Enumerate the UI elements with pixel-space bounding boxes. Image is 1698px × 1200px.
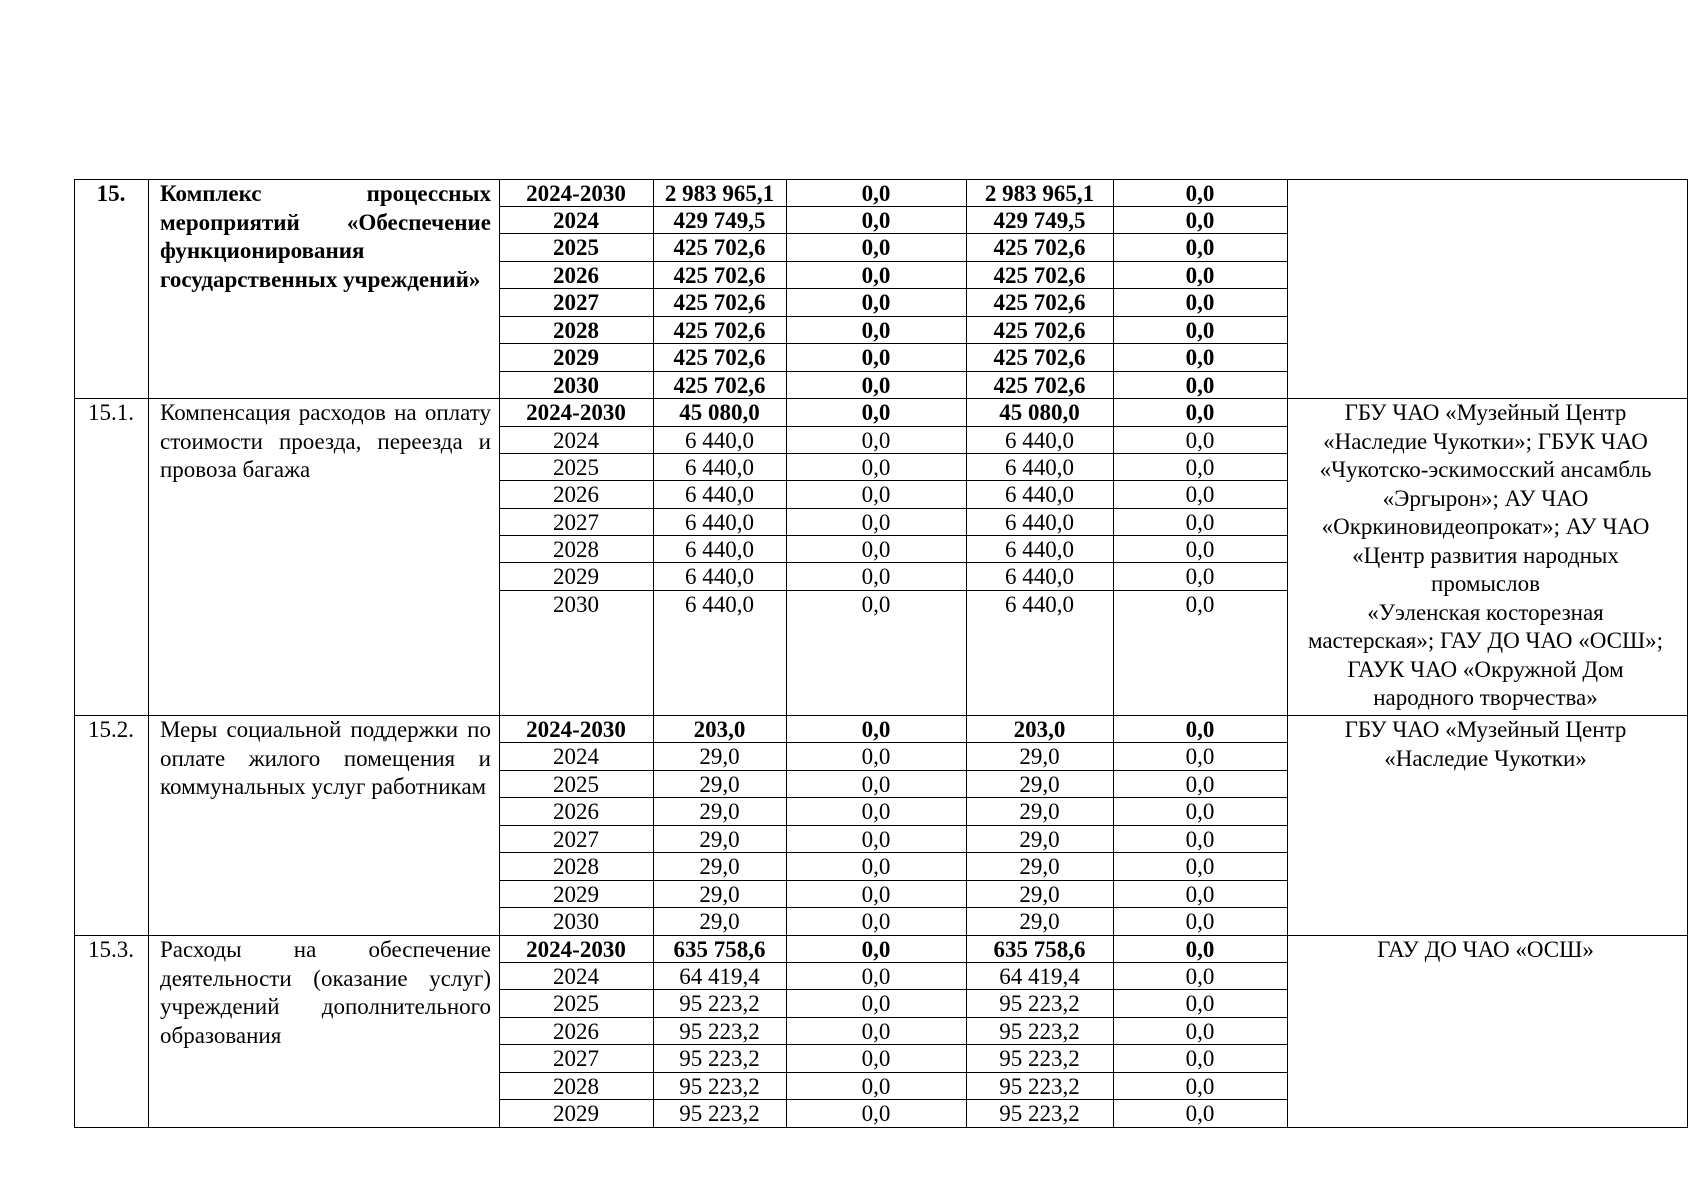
section-number: 15.3. <box>88 937 134 962</box>
cell-other: 0,0 <box>1185 882 1215 907</box>
cell-other: 0,0 <box>1185 235 1215 260</box>
table-bottom-border <box>74 1127 1688 1128</box>
cell-other: 0,0 <box>1185 290 1215 315</box>
cell-period: 2024-2030 <box>526 717 626 742</box>
cell-total: 6 440,0 <box>685 510 754 535</box>
cell-total: 6 440,0 <box>685 537 754 562</box>
cell-total: 6 440,0 <box>685 428 754 453</box>
cell-federal: 0,0 <box>861 455 891 480</box>
cell-other: 0,0 <box>1185 373 1215 398</box>
column-border <box>148 179 149 1127</box>
cell-regional: 635 758,6 <box>993 937 1086 962</box>
cell-federal: 0,0 <box>861 717 891 742</box>
cell-period: 2025 <box>553 991 599 1016</box>
cell-other: 0,0 <box>1185 937 1215 962</box>
cell-period: 2029 <box>553 345 599 370</box>
executor-line: «Наследие Чукотки»; ГБУК ЧАО <box>1323 428 1648 454</box>
cell-other: 0,0 <box>1185 318 1215 343</box>
executor-line: промыслов <box>1431 571 1540 596</box>
cell-period: 2024 <box>553 744 599 769</box>
cell-total: 635 758,6 <box>673 937 766 962</box>
cell-period: 2029 <box>553 882 599 907</box>
cell-period: 2028 <box>553 537 599 562</box>
cell-regional: 6 440,0 <box>1005 482 1074 507</box>
cell-other: 0,0 <box>1185 1074 1215 1099</box>
cell-total: 64 419,4 <box>679 964 760 989</box>
cell-total: 2 983 965,1 <box>664 181 775 206</box>
executor-line: «Эргырон»; АУ ЧАО <box>1382 485 1589 511</box>
cell-regional: 6 440,0 <box>1005 455 1074 480</box>
cell-federal: 0,0 <box>861 1019 891 1044</box>
cell-regional: 429 749,5 <box>993 208 1086 233</box>
cell-federal: 0,0 <box>861 400 891 425</box>
executor-line: «Окркиновидеопрокат»; АУ ЧАО <box>1321 514 1650 539</box>
cell-regional: 6 440,0 <box>1005 592 1074 617</box>
cell-federal: 0,0 <box>861 937 891 962</box>
cell-regional: 425 702,6 <box>993 373 1086 398</box>
cell-total: 429 749,5 <box>673 208 766 233</box>
cell-federal: 0,0 <box>861 964 891 989</box>
cell-total: 29,0 <box>699 909 740 934</box>
cell-other: 0,0 <box>1185 400 1215 425</box>
executor-line: ГБУ ЧАО «Музейный Центр <box>1344 717 1627 742</box>
cell-total: 425 702,6 <box>673 290 766 315</box>
cell-federal: 0,0 <box>861 373 891 398</box>
cell-federal: 0,0 <box>861 537 891 562</box>
cell-total: 29,0 <box>699 744 740 769</box>
cell-federal: 0,0 <box>861 991 891 1016</box>
cell-total: 29,0 <box>699 854 740 879</box>
executor-line: ГБУ ЧАО «Музейный Центр <box>1344 400 1627 425</box>
cell-period: 2030 <box>553 909 599 934</box>
cell-period: 2028 <box>553 854 599 879</box>
cell-federal: 0,0 <box>861 799 891 824</box>
cell-period: 2030 <box>553 592 599 617</box>
cell-period: 2029 <box>553 564 599 589</box>
cell-other: 0,0 <box>1185 799 1215 824</box>
cell-federal: 0,0 <box>861 592 891 617</box>
cell-total: 425 702,6 <box>673 263 766 288</box>
cell-regional: 6 440,0 <box>1005 510 1074 535</box>
cell-regional: 95 223,2 <box>999 1046 1080 1071</box>
cell-period: 2024-2030 <box>526 400 626 425</box>
cell-total: 6 440,0 <box>685 455 754 480</box>
cell-other: 0,0 <box>1185 482 1215 507</box>
cell-total: 95 223,2 <box>679 1046 760 1071</box>
cell-federal: 0,0 <box>861 510 891 535</box>
cell-federal: 0,0 <box>861 1074 891 1099</box>
cell-period: 2026 <box>553 263 599 288</box>
cell-federal: 0,0 <box>861 345 891 370</box>
cell-period: 2030 <box>553 373 599 398</box>
cell-period: 2024 <box>553 964 599 989</box>
cell-period: 2028 <box>553 1074 599 1099</box>
cell-regional: 425 702,6 <box>993 318 1086 343</box>
cell-period: 2024 <box>553 208 599 233</box>
cell-other: 0,0 <box>1185 991 1215 1016</box>
cell-other: 0,0 <box>1185 428 1215 453</box>
cell-regional: 64 419,4 <box>999 964 1080 989</box>
cell-other: 0,0 <box>1185 537 1215 562</box>
executor-line: ГАУ ДО ЧАО «ОСШ» <box>1377 937 1594 962</box>
executor-line: «Центр развития народных <box>1352 542 1619 568</box>
cell-regional: 29,0 <box>1019 744 1060 769</box>
executor-line: мастерская»; ГАУ ДО ЧАО «ОСШ»; <box>1307 628 1664 653</box>
cell-federal: 0,0 <box>861 564 891 589</box>
cell-federal: 0,0 <box>861 744 891 769</box>
cell-period: 2027 <box>553 290 599 315</box>
cell-regional: 425 702,6 <box>993 345 1086 370</box>
cell-regional: 2 983 965,1 <box>984 181 1095 206</box>
cell-period: 2026 <box>553 1019 599 1044</box>
executor-cell <box>1283 936 1688 965</box>
cell-total: 29,0 <box>699 799 740 824</box>
cell-period: 2025 <box>553 235 599 260</box>
cell-regional: 203,0 <box>1013 717 1066 742</box>
cell-period: 2029 <box>553 1101 599 1126</box>
executor-line: «Наследие Чукотки» <box>1384 745 1587 771</box>
cell-regional: 425 702,6 <box>993 290 1086 315</box>
cell-total: 95 223,2 <box>679 1019 760 1044</box>
cell-other: 0,0 <box>1185 854 1215 879</box>
section-number: 15. <box>96 181 126 206</box>
cell-total: 45 080,0 <box>679 400 760 425</box>
section-title: Расходы на обеспечение деятельности (оказание услуг) учреждений дополнительного образования <box>160 937 491 1048</box>
cell-other: 0,0 <box>1185 263 1215 288</box>
cell-other: 0,0 <box>1185 592 1215 617</box>
section-title: Компенсация расходов на оплату стоимости проезда, переезда и провоза багажа <box>160 400 491 482</box>
cell-period: 2024 <box>553 428 599 453</box>
cell-regional: 95 223,2 <box>999 991 1080 1016</box>
section-title: Комплекс процессных мероприятий «Обеспечение функционирования государственных учреждений» <box>160 181 491 292</box>
cell-regional: 95 223,2 <box>999 1074 1080 1099</box>
cell-total: 425 702,6 <box>673 235 766 260</box>
cell-total: 95 223,2 <box>679 1101 760 1126</box>
cell-federal: 0,0 <box>861 827 891 852</box>
cell-total: 6 440,0 <box>685 482 754 507</box>
cell-federal: 0,0 <box>861 208 891 233</box>
cell-regional: 95 223,2 <box>999 1019 1080 1044</box>
cell-regional: 95 223,2 <box>999 1101 1080 1126</box>
cell-other: 0,0 <box>1185 717 1215 742</box>
executor-line: «Уэленская косторезная <box>1367 599 1604 625</box>
cell-period: 2024-2030 <box>526 937 626 962</box>
section-number: 15.2. <box>88 717 134 742</box>
cell-regional: 29,0 <box>1019 799 1060 824</box>
cell-regional: 6 440,0 <box>1005 564 1074 589</box>
cell-federal: 0,0 <box>861 318 891 343</box>
executor-line: «Чукотско-эскимосский ансамбль <box>1319 457 1652 482</box>
cell-period: 2025 <box>553 455 599 480</box>
cell-period: 2027 <box>553 510 599 535</box>
cell-other: 0,0 <box>1185 208 1215 233</box>
cell-federal: 0,0 <box>861 181 891 206</box>
cell-federal: 0,0 <box>861 882 891 907</box>
cell-other: 0,0 <box>1185 772 1215 797</box>
cell-federal: 0,0 <box>861 235 891 260</box>
cell-total: 425 702,6 <box>673 318 766 343</box>
cell-regional: 6 440,0 <box>1005 537 1074 562</box>
executor-line: ГАУК ЧАО «Окружной Дом <box>1347 656 1624 682</box>
cell-regional: 425 702,6 <box>993 235 1086 260</box>
cell-other: 0,0 <box>1185 1101 1215 1126</box>
cell-other: 0,0 <box>1185 1019 1215 1044</box>
cell-period: 2024-2030 <box>526 181 626 206</box>
cell-federal: 0,0 <box>861 854 891 879</box>
cell-federal: 0,0 <box>861 482 891 507</box>
cell-federal: 0,0 <box>861 909 891 934</box>
executor-line: народного творчества» <box>1373 685 1598 710</box>
cell-regional: 425 702,6 <box>993 263 1086 288</box>
cell-other: 0,0 <box>1185 181 1215 206</box>
cell-federal: 0,0 <box>861 1101 891 1126</box>
cell-total: 29,0 <box>699 772 740 797</box>
cell-total: 6 440,0 <box>685 564 754 589</box>
cell-regional: 29,0 <box>1019 854 1060 879</box>
cell-federal: 0,0 <box>861 772 891 797</box>
cell-total: 6 440,0 <box>685 592 754 617</box>
cell-other: 0,0 <box>1185 345 1215 370</box>
cell-regional: 29,0 <box>1019 909 1060 934</box>
cell-other: 0,0 <box>1185 827 1215 852</box>
cell-federal: 0,0 <box>861 428 891 453</box>
cell-other: 0,0 <box>1185 964 1215 989</box>
cell-other: 0,0 <box>1185 564 1215 589</box>
cell-total: 203,0 <box>693 717 746 742</box>
cell-total: 95 223,2 <box>679 1074 760 1099</box>
cell-period: 2028 <box>553 318 599 343</box>
cell-federal: 0,0 <box>861 263 891 288</box>
cell-total: 95 223,2 <box>679 991 760 1016</box>
cell-period: 2027 <box>553 1046 599 1071</box>
cell-other: 0,0 <box>1185 744 1215 769</box>
cell-regional: 45 080,0 <box>999 400 1080 425</box>
cell-regional: 6 440,0 <box>1005 428 1074 453</box>
section-number: 15.1. <box>88 400 134 425</box>
cell-period: 2025 <box>553 772 599 797</box>
cell-total: 29,0 <box>699 882 740 907</box>
section-title: Меры социальной поддержки по оплате жилого помещения и коммунальных услуг работникам <box>160 717 491 799</box>
cell-other: 0,0 <box>1185 1046 1215 1071</box>
cell-total: 425 702,6 <box>673 345 766 370</box>
cell-other: 0,0 <box>1185 455 1215 480</box>
cell-period: 2026 <box>553 482 599 507</box>
cell-total: 29,0 <box>699 827 740 852</box>
cell-federal: 0,0 <box>861 290 891 315</box>
cell-regional: 29,0 <box>1019 772 1060 797</box>
executor-cell <box>1283 716 1688 773</box>
cell-total: 425 702,6 <box>673 373 766 398</box>
table-left-border <box>74 179 75 1127</box>
cell-regional: 29,0 <box>1019 882 1060 907</box>
cell-period: 2027 <box>553 827 599 852</box>
cell-other: 0,0 <box>1185 909 1215 934</box>
cell-period: 2026 <box>553 799 599 824</box>
executor-cell <box>1283 399 1688 713</box>
cell-federal: 0,0 <box>861 1046 891 1071</box>
cell-regional: 29,0 <box>1019 827 1060 852</box>
cell-other: 0,0 <box>1185 510 1215 535</box>
